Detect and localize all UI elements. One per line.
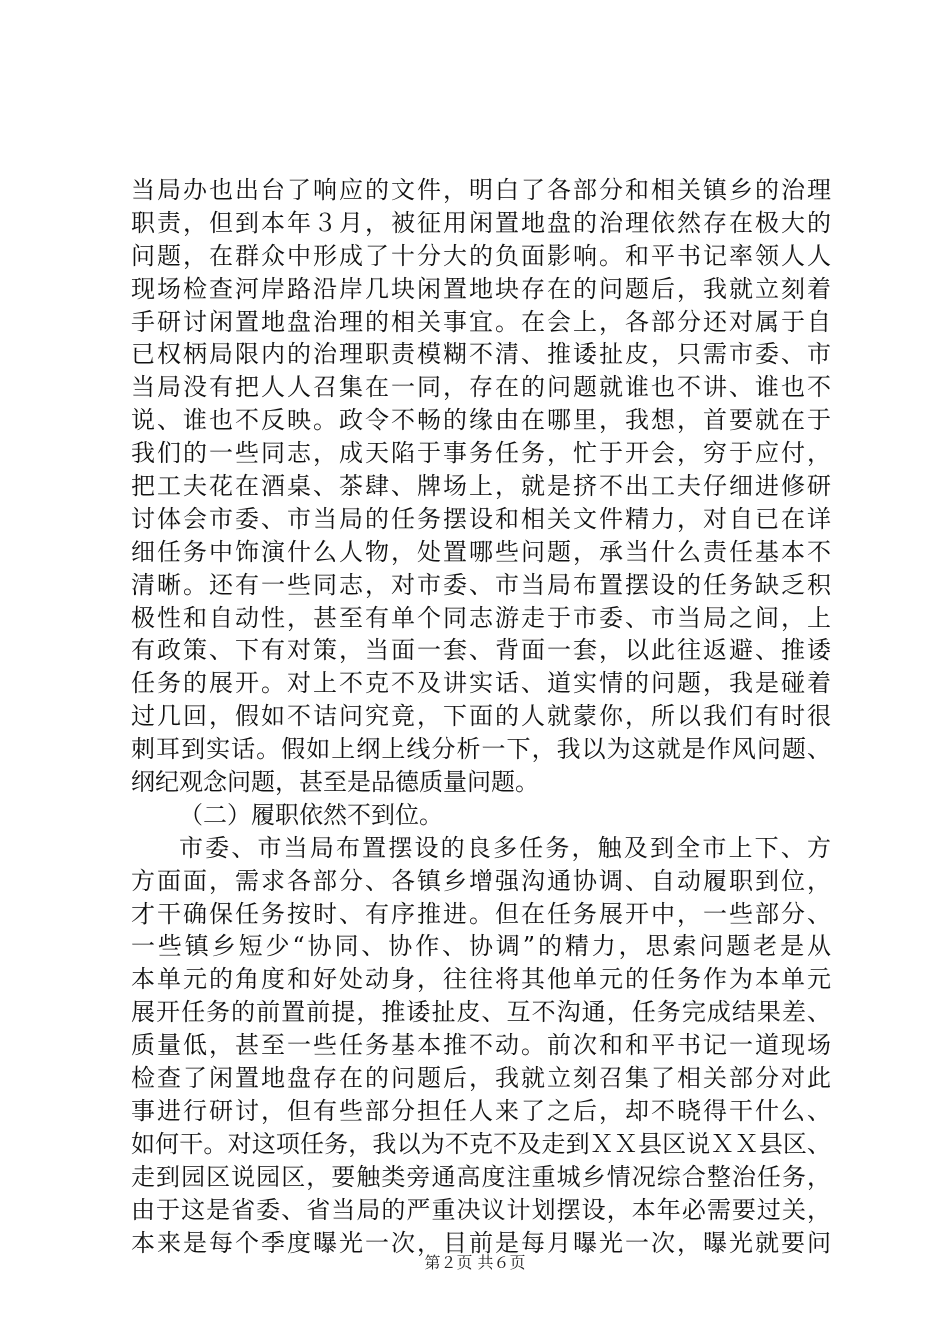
text-line: 纲纪观念问题，甚至是品德质量问题。 — [131, 768, 539, 797]
text-line: 本单元的角度和好处动身，往往将其他单元的任务作为本单元 — [131, 965, 831, 994]
text-line: 我们的一些同志，成天陷于事务任务，忙于开会，穷于应付， — [131, 439, 831, 468]
text-line: 检查了闲置地盘存在的问题后，我就立刻召集了相关部分对此 — [131, 1064, 831, 1093]
text-line: 事进行研讨，但有些部分担任人来了之后，却不晓得干什么、 — [131, 1096, 831, 1125]
text-line: 当局办也出台了响应的文件，明白了各部分和相关镇乡的治理 — [131, 176, 831, 204]
text-line: 才干确保任务按时、有序推进。但在任务展开中，一些部分、 — [131, 899, 831, 928]
text-line: 走到园区说园区，要触类旁通高度注重城乡情况综合整治任务， — [131, 1162, 831, 1191]
text-line: 问题，在群众中形成了十分大的负面影响。和平书记率领人人 — [131, 241, 831, 270]
text-line: 方面面，需求各部分、各镇乡增强沟通协调、自动履职到位， — [131, 866, 831, 895]
text-line: 一些镇乡短少“协同、协作、协调”的精力，思索问题老是从 — [131, 932, 831, 961]
text-line: 刺耳到实话。假如上纲上线分析一下，我以为这就是作风问题、 — [131, 735, 831, 764]
text-line: 质量低，甚至一些任务基本推不动。前次和和平书记一道现场 — [131, 1031, 831, 1060]
text-line: 当局没有把人人召集在一同，存在的问题就谁也不讲、谁也不 — [131, 373, 831, 402]
text-line: 细任务中饰演什么人物，处置哪些问题，承当什么责任基本不 — [131, 537, 831, 566]
text-line: 把工夫花在酒桌、茶肆、牌场上，就是挤不出工夫仔细进修研 — [131, 472, 831, 501]
text-line: 展开任务的前置前提，推诿扯皮、互不沟通，任务完成结果差、 — [131, 998, 831, 1027]
text-line: 如何干。对这项任务，我以为不克不及走到ＸＸ县区说ＸＸ县区、 — [131, 1129, 831, 1158]
text-line: 本来是每个季度曝光一次，目前是每月曝光一次，曝光就要问 — [131, 1228, 831, 1257]
text-line: 职责，但到本年３月，被征用闲置地盘的治理依然存在极大的 — [131, 208, 831, 237]
document-body — [131, 174, 831, 1259]
text-line: 已权柄局限内的治理职责模糊不清、推诿扯皮，只需市委、市 — [131, 340, 831, 369]
text-line: 说、谁也不反映。政令不畅的缘由在哪里，我想，首要就在于 — [131, 406, 831, 435]
section-heading: （二）履职依然不到位。 — [179, 800, 443, 829]
text-line: 过几回，假如不诘问究竟，下面的人就蒙你，所以我们有时很 — [131, 702, 831, 731]
text-line: 极性和自动性，甚至有单个同志游走于市委、市当局之间，上 — [131, 603, 831, 632]
text-line: 有政策、下有对策，当面一套、背面一套，以此往返避、推诿 — [131, 636, 831, 665]
text-line: 市委、市当局布置摆设的良多任务，触及到全市上下、方 — [179, 833, 831, 862]
page-number-footer: 第２页 共６页 — [424, 1253, 526, 1272]
text-line: 手研讨闲置地盘治理的相关事宜。在会上，各部分还对属于自 — [131, 307, 831, 336]
text-line: 任务的展开。对上不克不及讲实话、道实情的问题，我是碰着 — [131, 669, 831, 698]
text-line: 讨体会市委、市当局的任务摆设和相关文件精力，对自已在详 — [131, 504, 831, 533]
text-line: 现场检查河岸路沿岸几块闲置地块存在的问题后，我就立刻着 — [131, 274, 831, 303]
text-line: 清晰。还有一些同志，对市委、市当局布置摆设的任务缺乏积 — [131, 570, 831, 599]
text-line: 由于这是省委、省当局的严重决议计划摆设，本年必需要过关， — [131, 1195, 831, 1224]
